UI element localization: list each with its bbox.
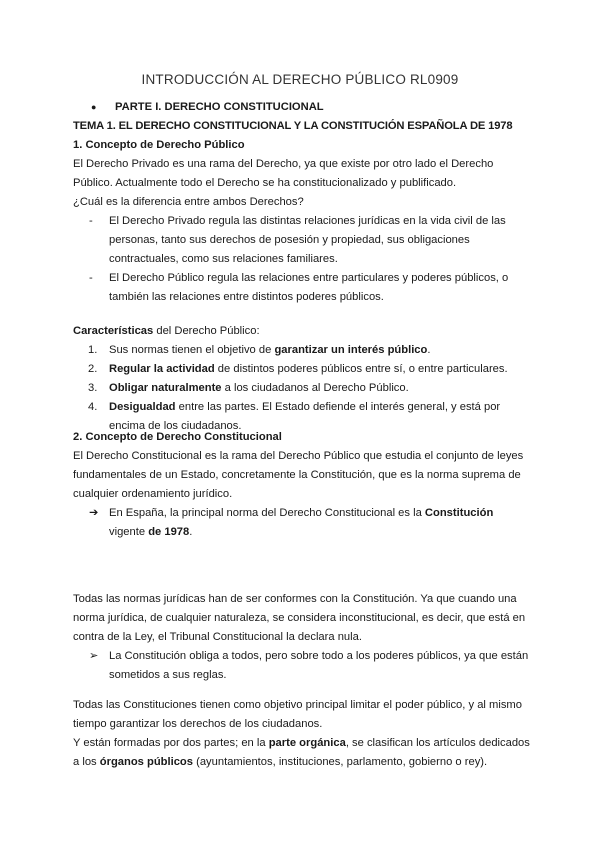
part-heading: ● PARTE I. DERECHO CONSTITUCIONAL: [73, 98, 533, 117]
body-block-2: [73, 322, 533, 436]
tema-heading: TEMA 1. EL DERECHO CONSTITUCIONAL Y LA CONSTITUCIÓN ESPAÑOLA DE 1978: [73, 120, 513, 132]
arrowhead-icon: ➢: [89, 650, 99, 662]
dash-marker: -: [89, 215, 93, 227]
dash-marker: -: [89, 272, 93, 284]
body-block-3: [73, 428, 533, 542]
dash-item-1: - El Derecho Privado regula las distintas relaciones jurídicas en la vida civil de las personas, tanto sus derechos de posesión y propiedad, sus obligaciones contractuales, como sus relaciones familiares.: [73, 212, 533, 269]
section-2-paragraph-1: El Derecho Constitucional es la rama del Derecho Público que estudia el conjunto de leyes fundamentales de un Estado, concretamente la Constitución, que es la norma suprema de cualquier ordenamiento jurídico.: [73, 450, 524, 500]
characteristics-intro: Características del Derecho Público:: [73, 325, 260, 337]
list-item-3: 3. Obligar naturalmente a los ciudadanos al Derecho Público.: [88, 382, 409, 394]
section-2-paragraph-3: Todas las Constituciones tienen como objetivo principal limitar el poder público, y al mismo tiempo garantizar los derechos de los ciudadanos.: [73, 699, 522, 730]
list-item-4: 4. Desigualdad entre las partes. El Estado defiende el interés general, y está por encima de los ciudadanos.: [88, 401, 501, 432]
arrow-item-2: ➢ La Constitución obliga a todos, pero sobre todo a los poderes públicos, ya que están sometidos a sus reglas.: [73, 647, 533, 685]
body-block-5: [73, 696, 533, 772]
dash-item-2: - El Derecho Público regula las relaciones entre particulares y poderes públicos, o también las relaciones entre distintos poderes públicos.: [73, 269, 533, 307]
document-title: INTRODUCCIÓN AL DERECHO PÚBLICO RL0909: [141, 72, 459, 87]
section-2-paragraph-4: Y están formadas por dos partes; en la parte orgánica, se clasifican los artículos dedicados a los órganos públicos (ayuntamientos, instituciones, parlamento, gobierno o rey).: [73, 737, 530, 768]
section-1-heading: 1. Concepto de Derecho Público: [73, 139, 245, 151]
section-1-question: ¿Cuál es la diferencia entre ambos Derechos?: [73, 196, 304, 208]
bullet-icon: ●: [91, 102, 97, 112]
body-block-1: [73, 98, 533, 307]
list-item-2: 2. Regular la actividad de distintos poderes públicos entre sí, o entre particulares.: [88, 363, 508, 375]
section-2-paragraph-2: Todas las normas jurídicas han de ser conformes con la Constitución. Ya que cuando una norma jurídica, de cualquier naturaleza, se considera inconstitucional, es decir, que está en contra de la Ley, el Tribunal Constitucional la declara nula.: [73, 593, 526, 643]
section-1-paragraph: El Derecho Privado es una rama del Derecho, ya que existe por otro lado el Derecho Público. Actualmente todo el Derecho se ha constitucionalizado y publificado.: [73, 158, 494, 189]
arrow-icon: ➔: [89, 507, 99, 519]
body-block-4: [73, 590, 533, 685]
arrow-item-1: ➔ En España, la principal norma del Derecho Constitucional es la Constitución vigente de 1978.: [73, 504, 533, 542]
list-item-1: 1. Sus normas tienen el objetivo de garantizar un interés público.: [88, 344, 431, 356]
section-2-heading: 2. Concepto de Derecho Constitucional: [73, 431, 282, 443]
